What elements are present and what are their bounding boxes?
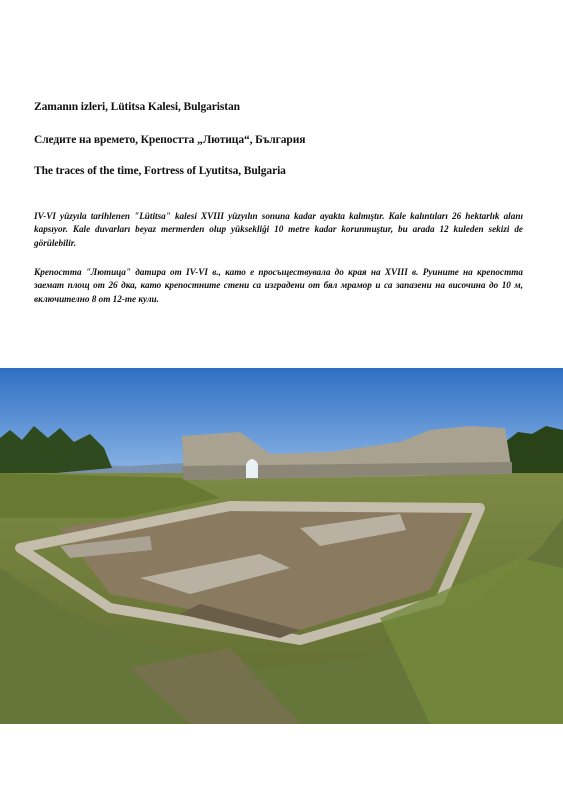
wall-arch (246, 459, 258, 478)
fortress-photo (0, 368, 563, 724)
title-turkish: Zamanın izleri, Lütitsa Kalesi, Bulgaristan (34, 101, 240, 113)
title-bulgarian: Следите на времето, Крепостта „Лютица“, България (34, 134, 306, 146)
paragraph-turkish: IV-VI yüzyıla tarihlenen "Lütitsa" kalesi XVIII yüzyılın sonuna kadar ayakta kalmıştır. Kale kalıntıları 26 hektarlık alanı kapsıyor. Kale duvarları beyaz mermerden olup yüksekliği 10 metre kadar korunmuştur, bu arada 12 kuleden sekizi de görülebilir. (34, 211, 523, 248)
title-english: The traces of the time, Fortress of Lyutitsa, Bulgaria (34, 165, 286, 177)
paragraph-bulgarian: Крепостта "Лютица" датира от IV-VI в., като е просъществувала до края на XVIII в. Руините на крепостта заемат площ от 26 дка, като крепостните стени са изградени от бял мрамор и са запазени на височина до 10 м, включително 8 от 12-те кули. (34, 267, 523, 304)
fortress-illustration (0, 368, 563, 724)
